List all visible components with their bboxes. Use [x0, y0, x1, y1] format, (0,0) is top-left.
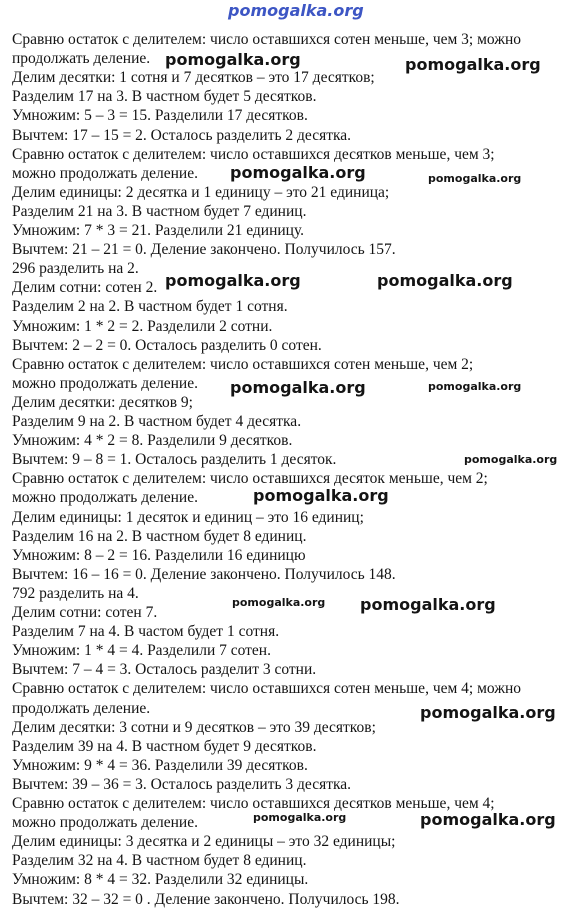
text-line: продолжать деление. — [12, 699, 151, 717]
text-line: Вычтем: 32 – 32 = 0 . Деление закончено. Получилось 198. — [12, 890, 400, 908]
text-line: 296 разделить на 2. — [12, 260, 139, 278]
text-line: Делим единицы: 3 десятка и 2 единицы – это 32 единицы; — [12, 833, 396, 851]
text-line: Разделим 39 на 4. В частном будет 9 десятков. — [12, 737, 317, 755]
text-line: можно продолжать деление. — [12, 164, 198, 182]
text-line: Умножим: 8 * 4 = 32. Разделили 32 единицы. — [12, 871, 309, 889]
text-line: Вычтем: 39 – 36 = 3. Осталось разделить 3 десятка. — [12, 775, 352, 793]
text-line: Умножим: 4 * 2 = 8. Разделили 9 десятков. — [12, 432, 293, 450]
text-line: Сравню остаток с делителем: число оставшихся десятков меньше, чем 4; — [12, 795, 495, 812]
text-line: Умножим: 7 * 3 = 21. Разделили 21 единицу. — [12, 222, 305, 239]
text-line: Сравню остаток с делителем: число оставшихся сотен меньше, чем 2; — [12, 355, 474, 373]
text-line: Сравню остаток с делителем: число оставшихся десятков меньше, чем 3; — [12, 145, 495, 163]
watermark: pomogalka.org — [420, 703, 556, 722]
text-line: Разделим 9 на 2. В частном будет 4 десятка. — [12, 413, 302, 430]
text-line: Вычтем: 17 – 15 = 2. Осталось разделить 2 десятка. — [12, 126, 352, 144]
text-line: 792 разделить на 4. — [12, 584, 139, 602]
watermark: pomogalka.org — [420, 810, 556, 829]
text-line: Сравню остаток с делителем: число оставшихся сотен меньше, чем 4; можно — [12, 680, 522, 698]
text-line: Умножим: 5 – 3 = 15. Разделили 17 десятков. — [12, 107, 308, 125]
text-line: Вычтем: 21 – 21 = 0. Деление закончено. Получилось 157. — [12, 241, 396, 259]
text-line: Делим сотни: сотен 2. — [12, 279, 158, 297]
text-line: продолжать деление. — [12, 50, 151, 68]
watermark-top: pomogalka.org — [228, 1, 364, 20]
watermark: pomogalka.org — [232, 596, 326, 609]
text-line: Разделим 32 на 4. В частном будет 8 единиц. — [12, 852, 307, 870]
text-line: можно продолжать деление. — [12, 814, 198, 832]
text-line: Вычтем: 2 – 2 = 0. Осталось разделить 0 сотен. — [12, 336, 322, 354]
text-line: Делим десятки: 3 сотни и 9 десятков – это 39 десятков; — [12, 718, 376, 736]
text-line: Умножим: 1 * 2 = 2. Разделили 2 сотни. — [12, 317, 273, 335]
text-line: Делим сотни: сотен 7. — [12, 604, 158, 621]
watermark: pomogalka.org — [428, 380, 522, 393]
watermark: pomogalka.org — [165, 50, 301, 69]
text-line: Сравню остаток с делителем: число оставшихся сотен меньше, чем 3; можно — [12, 31, 522, 48]
text-line: можно продолжать деление. — [12, 374, 198, 392]
text-line: можно продолжать деление. — [12, 489, 198, 507]
watermark: pomogalka.org — [377, 271, 513, 290]
text-line: Делим десятки: десятков 9; — [12, 393, 193, 411]
watermark: pomogalka.org — [230, 163, 366, 182]
text-line: Разделим 7 на 4. В частом будет 1 сотня. — [12, 623, 280, 641]
text-line: Умножим: 1 * 4 = 4. Разделили 7 сотен. — [12, 642, 271, 660]
watermark: pomogalka.org — [165, 271, 301, 290]
text-line: Вычтем: 16 – 16 = 0. Деление закончено. Получилось 148. — [12, 565, 396, 583]
text-line: Умножим: 8 – 2 = 16. Разделили 16 единицю — [12, 546, 306, 564]
watermark: pomogalka.org — [253, 486, 389, 505]
text-line: Делим десятки: 1 сотня и 7 десятков – это 17 десятков; — [12, 69, 375, 87]
text-line: Разделим 17 на 3. В частном будет 5 десятков. — [12, 88, 317, 106]
text-line: Умножим: 9 * 4 = 36. Разделили 39 десятков. — [12, 756, 308, 774]
text-line: Разделим 16 на 2. В частном будет 8 единиц. — [12, 527, 307, 545]
watermark: pomogalka.org — [405, 55, 541, 74]
text-line: Вычтем: 7 – 4 = 3. Осталось разделит 3 сотни. — [12, 661, 317, 679]
watermark: pomogalka.org — [360, 595, 496, 614]
text-line: Сравню остаток с делителем: число оставшихся десяток меньше, чем 2; — [12, 470, 488, 488]
text-line: Делим единицы: 2 десятка и 1 единицу – это 21 единица; — [12, 183, 390, 201]
text-line: Вычтем: 9 – 8 = 1. Осталось разделить 1 десяток. — [12, 451, 337, 469]
text-line: Делим единицы: 1 десяток и единиц – это 16 единиц; — [12, 508, 364, 526]
text-line: Разделим 2 на 2. В частном будет 1 сотня. — [12, 298, 288, 316]
text-line: Разделим 21 на 3. В частном будет 7 единиц. — [12, 202, 307, 220]
watermark: pomogalka.org — [428, 172, 522, 185]
watermark: pomogalka.org — [464, 453, 558, 466]
watermark: pomogalka.org — [253, 811, 347, 824]
watermark: pomogalka.org — [230, 378, 366, 397]
